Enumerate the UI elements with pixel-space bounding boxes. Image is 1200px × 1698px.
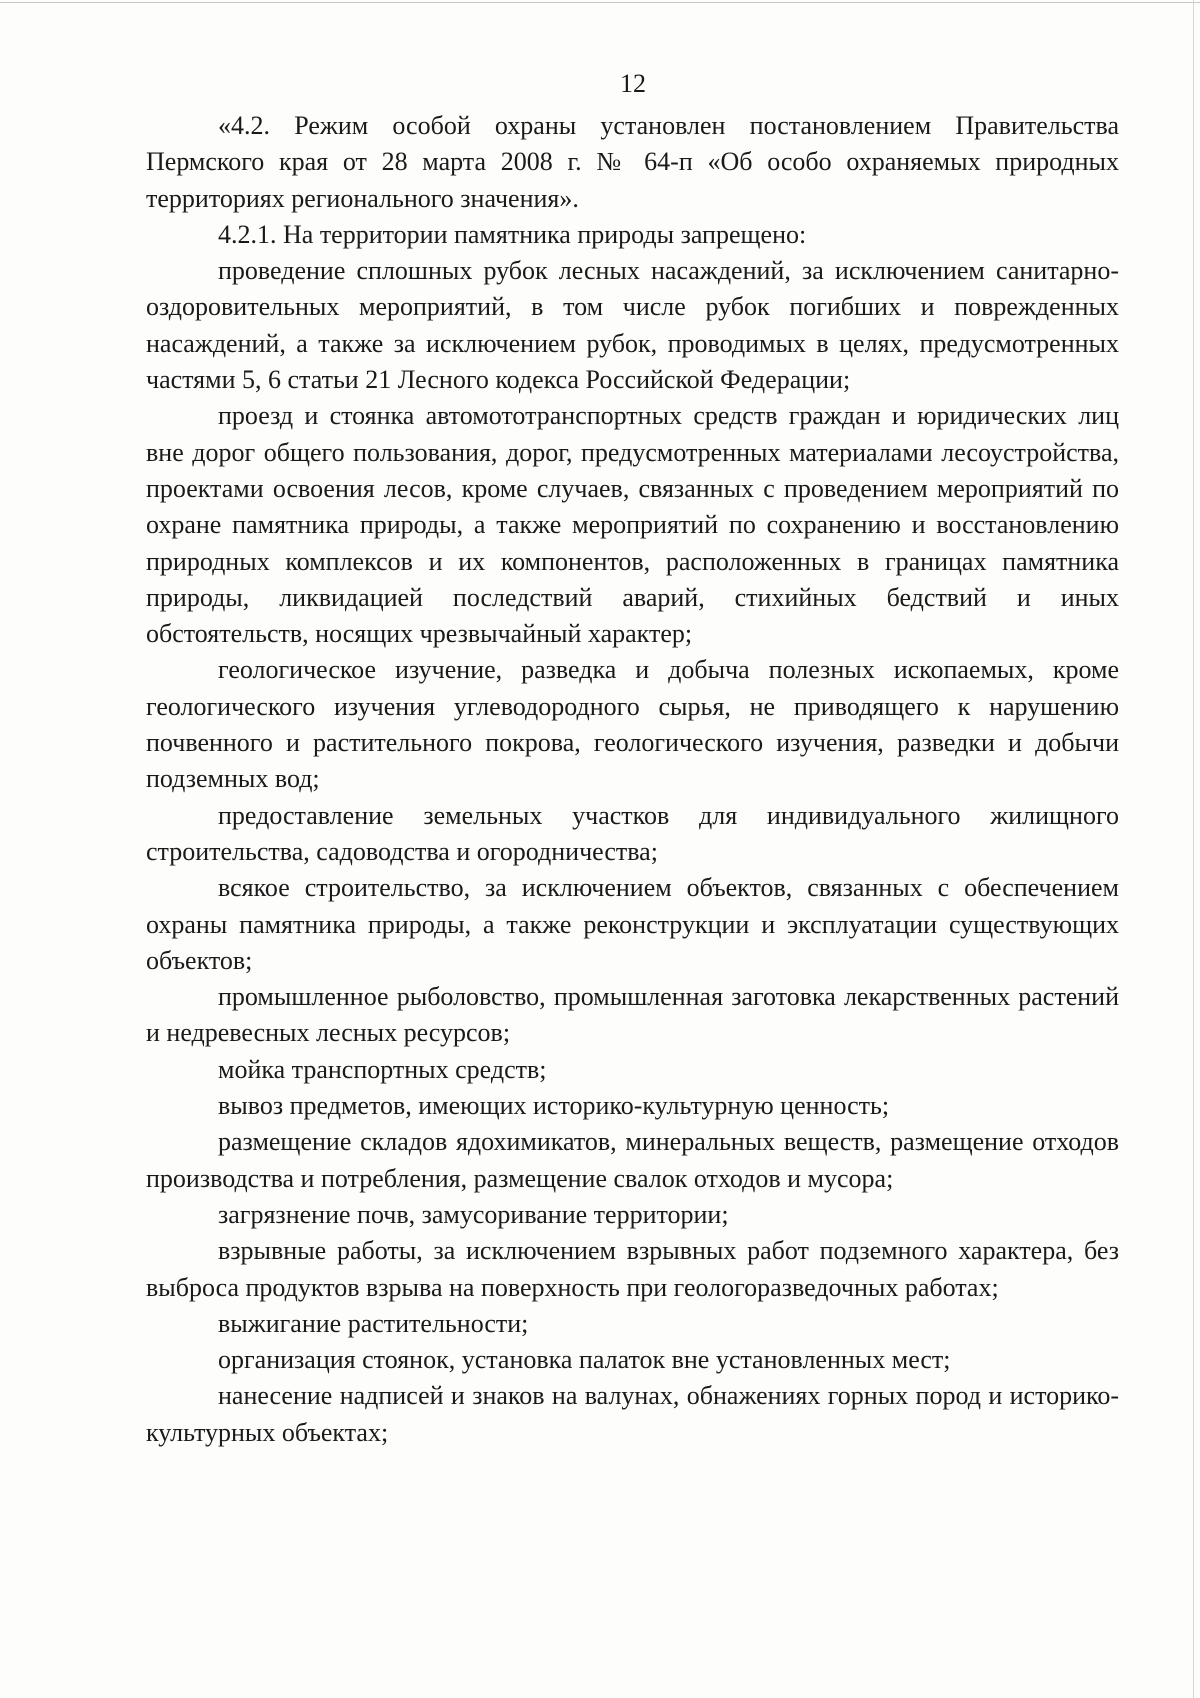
page-number: 12	[620, 69, 646, 98]
list-item-clear-cutting: проведение сплошных рубок лесных насаждений, за исключением санитарно-оздоровительных мероприятий, в том числе рубок погибших и поврежденных насаждений, а также за исключением рубок, проводимых в целях, предусмотренных частями 5, 6 статьи 21 Лесного кодекса Российской Федерации;	[146, 256, 1119, 395]
list-item-construction: всякое строительство, за исключением объектов, связанных с обеспечением охраны памятника природы, а также реконструкции и эксплуатации существующих объектов;	[146, 873, 1119, 975]
list-item-soil-pollution: загрязнение почв, замусоривание территории;	[218, 1199, 729, 1229]
scan-edge-right	[1193, 0, 1194, 1698]
paragraph-4-2-1: 4.2.1. На территории памятника природы запрещено:	[218, 219, 807, 249]
list-item-vehicle-passage: проезд и стоянка автомототранспортных средств граждан и юридических лиц вне дорог общего пользования, дорог, предусмотренных материалами лесоустройства, проектами освоения лесов, кроме случаев, связанных с проведением мероприятий по охране памятника природы, а также мероприятий по сохранению и восстановлению природных комплексов и их компонентов, расположенных в границах памятника природы, ликвидацией последствий аварий, стихийных бедствий и иных обстоятельств, носящих чрезвычайный характер;	[146, 401, 1119, 649]
list-item-waste-storage: размещение складов ядохимикатов, минеральных веществ, размещение отходов производства и потребления, размещение свалок отходов и мусора;	[146, 1127, 1119, 1193]
list-item-industrial-fishing: промышленное рыболовство, промышленная заготовка лекарственных растений и недревесных лесных ресурсов;	[146, 982, 1119, 1048]
document-body	[146, 108, 1119, 1451]
list-item-geological-study: геологическое изучение, разведка и добыча полезных ископаемых, кроме геологического изучения углеводородного сырья, не приводящего к нарушению почвенного и растительного покрова, геологического изучения, разведки и добычи подземных вод;	[146, 655, 1119, 794]
scan-edge-top	[0, 2, 1200, 3]
list-item-land-plots: предоставление земельных участков для индивидуального жилищного строительства, садоводства и огородничества;	[146, 800, 1119, 866]
paragraph-4-2: «4.2. Режим особой охраны установлен постановлением Правительства Пермского края от 28 марта 2008 г. № 64-п «Об особо охраняемых природных территориях регионального значения».	[146, 111, 1119, 213]
list-item-camping: организация стоянок, установка палаток вне установленных мест;	[218, 1345, 951, 1375]
list-item-heritage-removal: вывоз предметов, имеющих историко-культурную ценность;	[218, 1091, 890, 1121]
list-item-vehicle-washing: мойка транспортных средств;	[218, 1054, 547, 1084]
list-item-inscriptions: нанесение надписей и знаков на валунах, обнажениях горных пород и историко-культурных объектах;	[146, 1381, 1119, 1447]
list-item-blasting: взрывные работы, за исключением взрывных работ подземного характера, без выброса продуктов взрыва на поверхность при геологоразведочных работах;	[146, 1236, 1119, 1302]
list-item-burning: выжигание растительности;	[218, 1308, 529, 1338]
